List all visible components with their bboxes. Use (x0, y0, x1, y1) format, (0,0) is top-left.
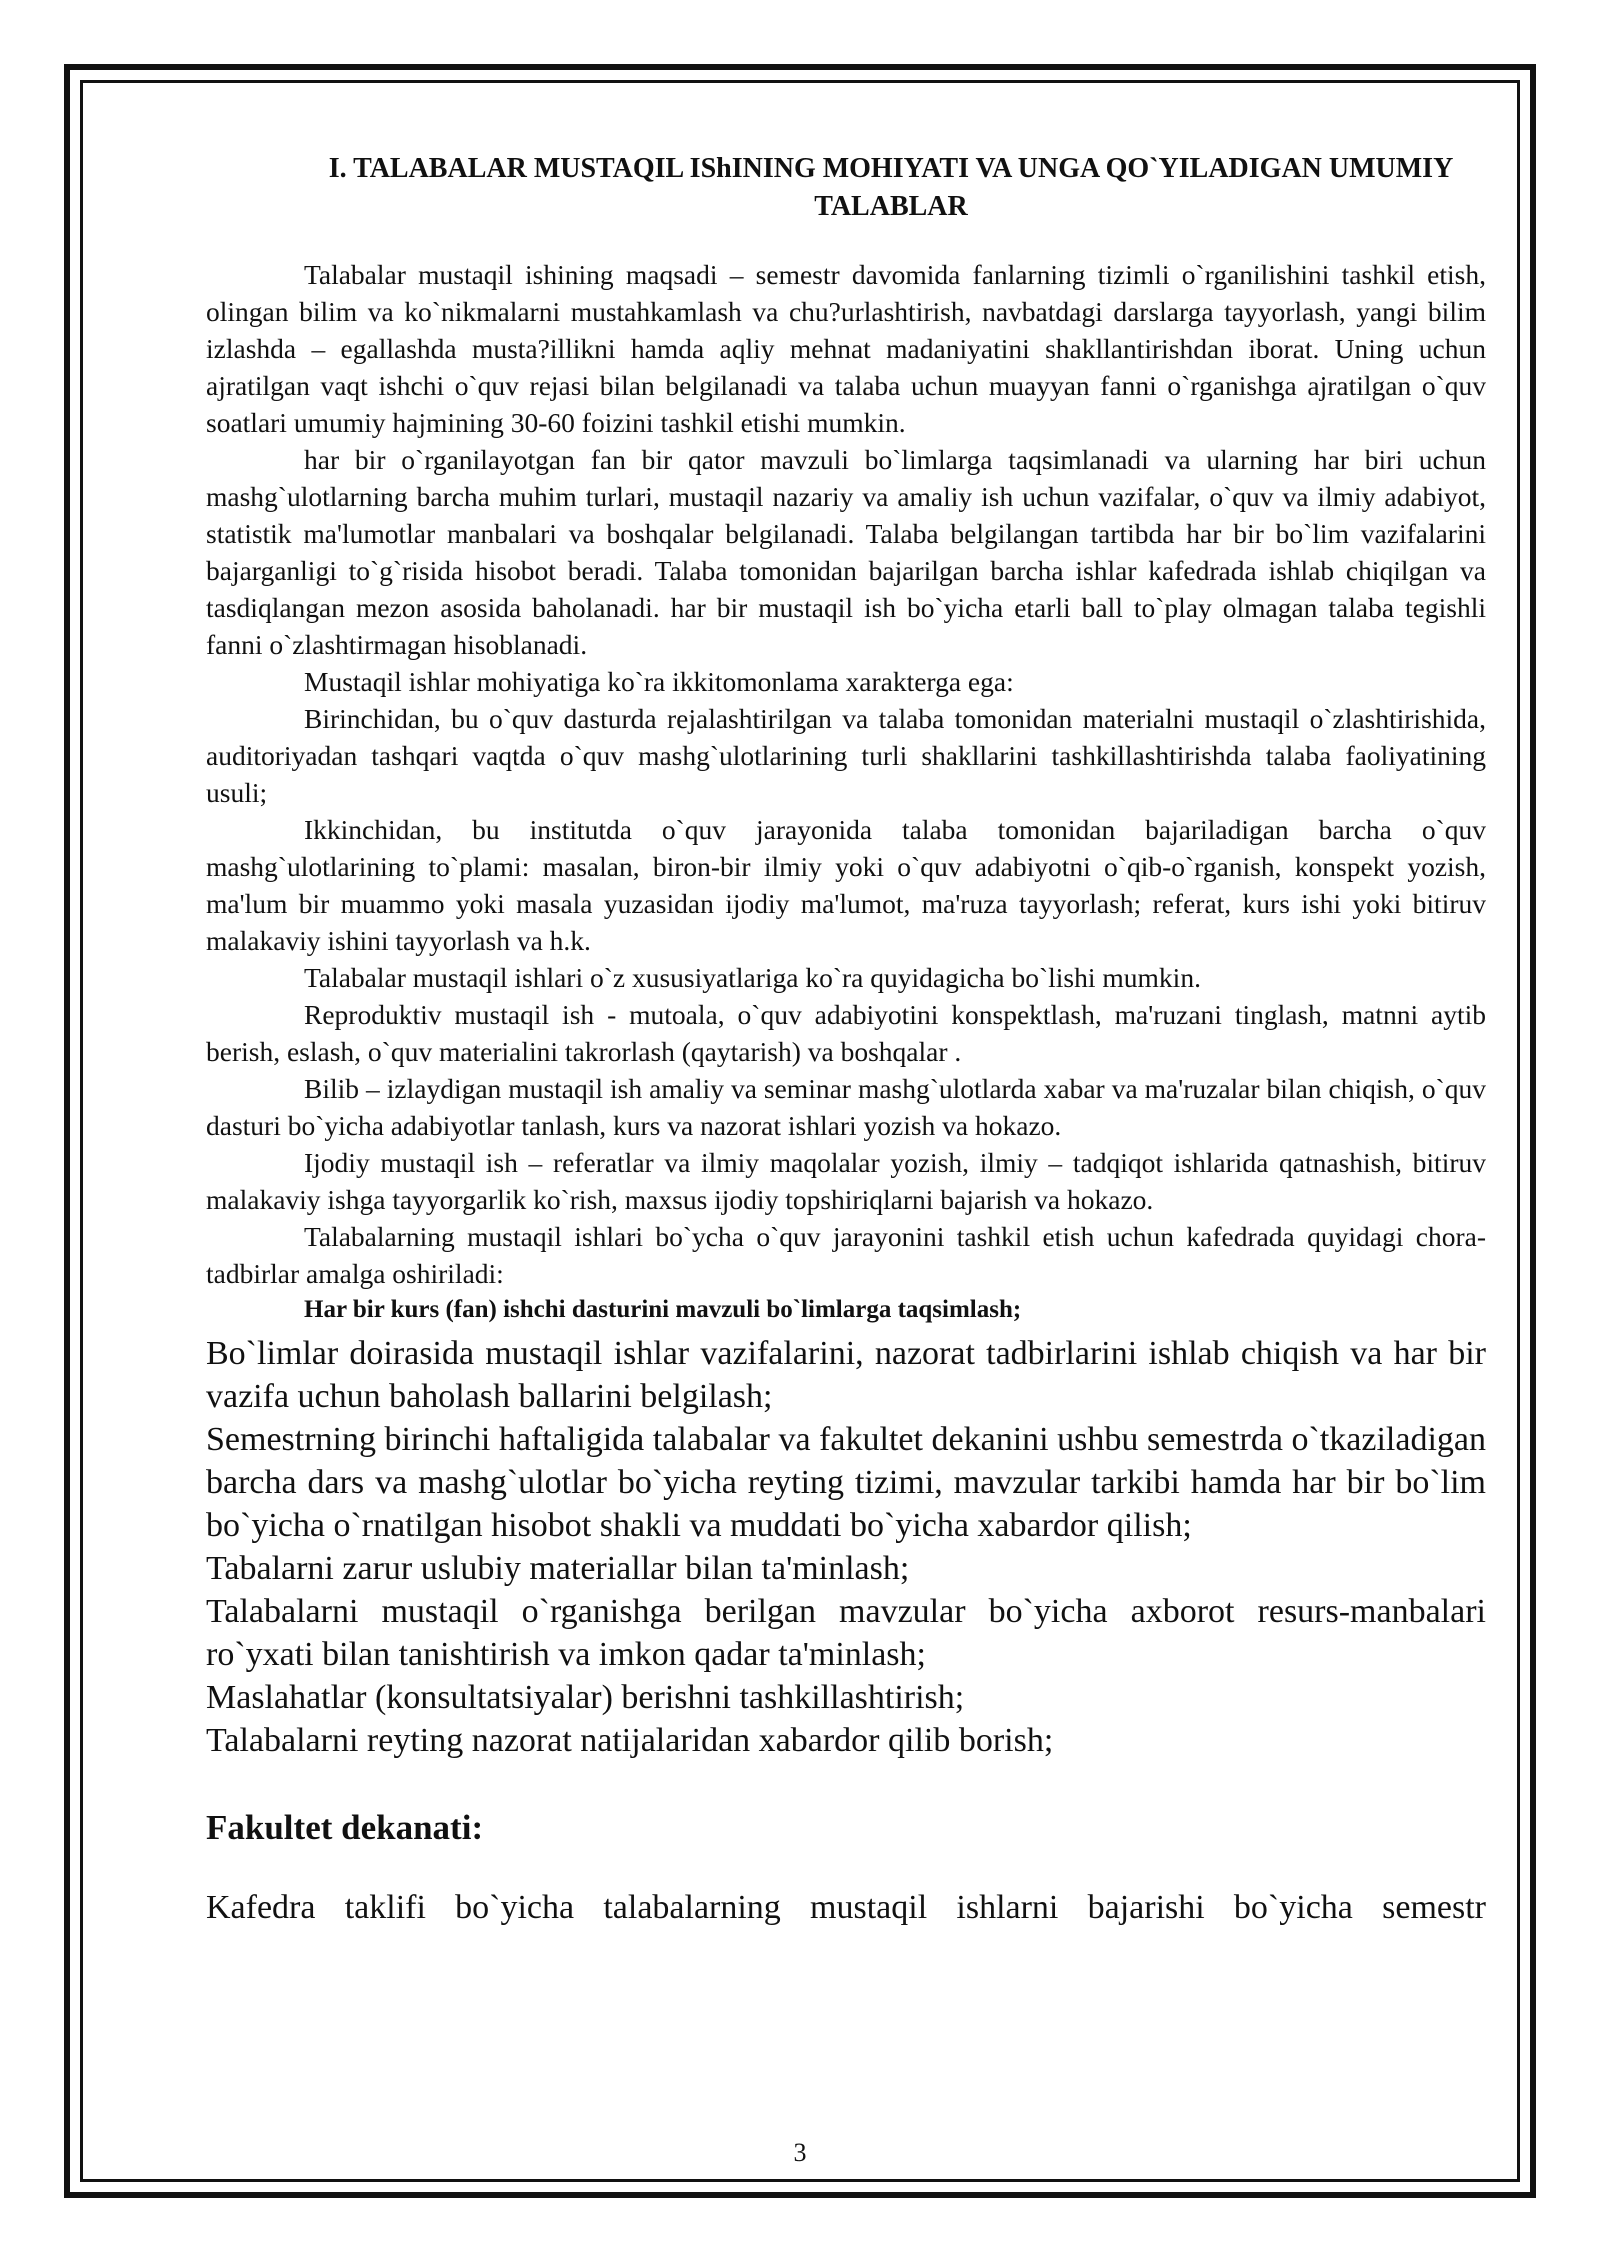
paragraph-types: Talabalar mustaqil ishlari o`z xususiyatlariga ko`ra quyidagicha bo`lishi mumkin. (304, 962, 1201, 993)
document-title: I. TALABALAR MUSTAQIL IShINING MOHIYATI VA UNGA QO`YILADIGAN UMUMIY TALABLAR (328, 153, 1454, 222)
document-body (206, 150, 1486, 1929)
page-number: 3 (793, 2138, 807, 2167)
list-item: Bo`limlar doirasida mustaqil ishlar vazifalarini, nazorat tadbirlarini ishlab chiqish va har bir vazifa uchun baholash ballarini belgilash; (206, 1335, 1486, 1415)
section-heading: Fakultet dekanati: (206, 1808, 484, 1847)
list-item-bold: Har bir kurs (fan) ishchi dasturini mavzuli bo`limlarga taqsimlash; (304, 1296, 1022, 1323)
list-item: Semestrning birinchi haftaligida talabalar va fakultet dekanini ushbu semestrda o`tkaziladigan barcha dars va mashg`ulotlar bo`yicha reyting tizimi, mavzular tarkibi hamda har bir bo`lim bo`yicha o`rnatilgan hisobot shakli va muddati bo`yicha xabardor qilish; (206, 1421, 1486, 1544)
paragraph-search: Bilib – izlaydigan mustaqil ish amaliy va seminar mashg`ulotlarda xabar va ma'ruzalar bilan chiqish, o`quv dasturi bo`yicha adabiyotlar tanlash, kurs va nazorat ishlari yozish va hokazo. (206, 1073, 1486, 1141)
paragraph-measures: Talabalarning mustaqil ishlari bo`ycha o`quv jarayonini tashkil etish uchun kafedrada quyidagi chora-tadbirlar amalga oshiriladi: (206, 1221, 1486, 1289)
list-item: Maslahatlar (konsultatsiyalar) berishni tashkillashtirish; (206, 1679, 965, 1716)
paragraph-dean-office: Kafedra taklifi bo`yicha talabalarning mustaqil ishlarni bajarishi bo`yicha semestr (206, 1889, 1486, 1926)
paragraph-reproductive: Reproduktiv mustaqil ish - mutoala, o`quv adabiyotini konspektlash, ma'ruzani tinglash, matnni aytib berish, eslash, o`quv materialini takrorlash (qaytarish) va boshqalar . (206, 999, 1486, 1067)
list-item: Tabalarni zarur uslubiy materiallar bilan ta'minlash; (206, 1550, 910, 1587)
paragraph-first: Birinchidan, bu o`quv dasturda rejalashtirilgan va talaba tomonidan materialni mustaqil o`zlashtirishida, auditoriyadan tashqari vaqtda o`quv mashg`ulotlarining turli shakllarini tashkillashtirishda talaba faoliyatining usuli; (206, 703, 1486, 808)
paragraph-second: Ikkinchidan, bu institutda o`quv jarayonida talaba tomonidan bajariladigan barcha o`quv mashg`ulotlarining to`plami: masalan, biron-bir ilmiy yoki o`quv adabiyotni o`qib-o`rganish, konspekt yozish, ma'lum bir muammo yoki masala yuzasidan ijodiy ma'lumot, ma'ruza tayyorlash; referat, kurs ishi yoki bitiruv malakaviy ishini tayyorlash va h.k. (206, 814, 1486, 956)
list-item: Talabalarni mustaqil o`rganishga berilgan mavzular bo`yicha axborot resurs-manbalari ro`yxati bilan tanishtirish va imkon qadar ta'minlash; (206, 1593, 1486, 1673)
list-item: Talabalarni reyting nazorat natijalaridan xabardor qilib borish; (206, 1722, 1054, 1759)
paragraph-creative: Ijodiy mustaqil ish – referatlar va ilmiy maqolalar yozish, ilmiy – tadqiqot ishlarida qatnashish, bitiruv malakaviy ishga tayyorgarlik ko`rish, maxsus ijodiy topshiriqlarni bajarish va hokazo. (206, 1147, 1486, 1215)
paragraph-purpose: Talabalar mustaqil ishining maqsadi – semestr davomida fanlarning tizimli o`rganilishini tashkil etish, olingan bilim va ko`nikmalarni mustahkamlash va chu?urlashtirish, navbatdagi darslarga tayyorlash, yangi bilim izlashda – egallashda musta?illikni hamda aqliy mehnat madaniyatini shakllantirishdan iborat. Uning uchun ajratilgan vaqt ishchi o`quv rejasi bilan belgilanadi va talaba uchun muayyan fanni o`rganishga ajratilgan o`quv soatlari umumiy hajmining 30-60 foizini tashkil etishi mumkin. (206, 259, 1486, 438)
paragraph-sections: har bir o`rganilayotgan fan bir qator mavzuli bo`limlarga taqsimlanadi va ularning har biri uchun mashg`ulotlarning barcha muhim turlari, mustaqil nazariy va amaliy ish uchun vazifalar, o`quv va ilmiy adabiyot, statistik ma'lumotlar manbalari va boshqalar belgilanadi. Talaba belgilangan tartibda har bir bo`lim vazifalarini bajarganligi to`g`risida hisobot beradi. Talaba tomonidan bajarilgan barcha ishlar kafedrada ishlab chiqilgan va tasdiqlangan mezon asosida baholanadi. har bir mustaqil ish bo`yicha etarli ball to`play olmagan talaba tegishli fanni o`zlashtirmagan hisoblanadi. (206, 444, 1486, 660)
paragraph-two-sided: Mustaqil ishlar mohiyatiga ko`ra ikkitomonlama xarakterga ega: (304, 666, 1014, 697)
